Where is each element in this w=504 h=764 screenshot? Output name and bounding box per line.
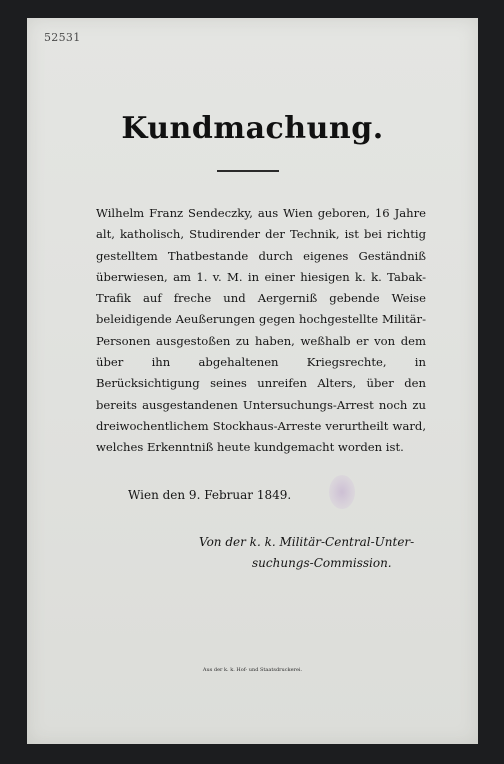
printer-imprint: Aus der k. k. Hof- und Staatsdruckerei. <box>202 667 303 673</box>
issuing-authority <box>199 532 439 574</box>
proclamation-body: Wilhelm Franz Sendeczky, aus Wien geboren, 16 Jahre alt, katholisch, Studirender der Technik, ist bei richtig gestelltem Thatbestande durch eigenes Geständniß überwiesen, am 1. v. M. in einer hiesigen k. k. Tabak-Trafik auf freche und Aergerniß gebende Weise beleidigende Aeußerungen gegen hochgestellte Militär-Personen ausgestoßen zu haben, weßhalb er von dem über ihn abgehaltenen Kriegsrechte, in Berücksichtigung seines unreifen Alters, über den bereits ausgestandenen Untersuchungs-Arrest noch zu dreiwochentlichem Stockhaus-Arreste verurtheilt ward, welches Erkenntniß heute kundgemacht worden ist. <box>96 206 426 455</box>
proclamation-sheet <box>27 18 478 744</box>
date-line: Wien den 9. Februar 1849. <box>128 488 292 502</box>
archive-number: 52531 <box>44 31 81 44</box>
document-title: Kundmachung. <box>121 111 384 146</box>
authority-line-1: Von der k. k. Militär-Central-Unter- <box>199 535 415 549</box>
ink-stamp <box>329 475 355 509</box>
title-divider <box>217 170 279 172</box>
authority-line-2: suchungs-Commission. <box>252 556 392 570</box>
